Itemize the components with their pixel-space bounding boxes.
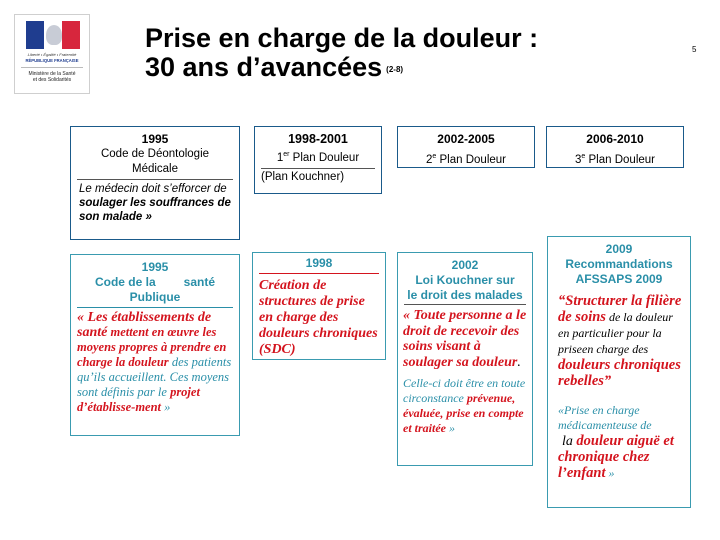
box-heading: Loi Kouchner sur — [415, 273, 515, 287]
french-flag-icon — [26, 21, 80, 49]
slide-title — [145, 24, 538, 82]
box-2009-afssaps — [547, 236, 691, 508]
box-2006-2010-plan — [546, 126, 684, 168]
box-2002-kouchner-law — [397, 252, 533, 466]
box-heading: Code de la santé — [94, 275, 216, 289]
box-2002-2005-plan — [397, 126, 535, 168]
logo-ministry: Ministère de la Santé et des Solidarités — [28, 71, 76, 83]
box-1995-deontology — [70, 126, 240, 240]
divider — [259, 273, 379, 274]
year-label: 1995 — [141, 132, 169, 146]
box-heading: le droit des malades — [407, 288, 523, 302]
year-label: 1998 — [305, 256, 333, 270]
year-label: 1995 — [141, 260, 169, 274]
box-heading: Code de Déontologie — [100, 148, 210, 160]
box-heading: Publique — [129, 290, 181, 304]
box-body: «Prise en charge médicamenteuse de la douleur aiguë et chronique chez l’enfant » — [558, 403, 674, 481]
plan-label: 3e Plan Douleur — [575, 153, 655, 166]
title-line-1: Prise en charge de la douleur : — [145, 23, 539, 53]
plan-label: 1er Plan Douleur — [276, 151, 360, 164]
box-body: “Structurer la filière de soins de la douleur en particulier pour la priseen charge des douleurs chroniques rebelles” — [558, 293, 682, 389]
box-body: « Les établissements de santé mettent en œuvre les moyens propres à prendre en charge la douleur des patients qu’ils accueillent. Ces moyens sont définis par le projet d’établisse-ment » — [77, 310, 232, 414]
title-line-2: 30 ans d’avancées — [145, 52, 383, 82]
box-heading: Médicale — [131, 163, 179, 175]
divider — [261, 168, 375, 169]
year-label: 2009 — [605, 242, 633, 256]
box-body: Le médecin doit s’efforcer de soulager les souffrances de son malade » — [79, 183, 231, 223]
box-heading: Recommandations — [565, 257, 673, 271]
page-number: 5 — [692, 45, 697, 54]
logo-motto: Liberté • Égalité • Fraternité — [27, 52, 77, 57]
plan-label: 2e Plan Douleur — [426, 153, 506, 166]
box-1998-sdc — [252, 252, 386, 360]
divider — [77, 307, 233, 308]
year-label: 2006-2010 — [586, 132, 644, 146]
box-body: Celle-ci doit être en toute circonstance prévenue, évaluée, prise en compte et traitée » — [403, 376, 526, 435]
year-label: 2002 — [451, 258, 479, 272]
box-1995-public-health-code — [70, 254, 240, 436]
logo-divider — [21, 67, 83, 68]
box-1998-2001-plan — [254, 126, 382, 194]
plan-note: (Plan Kouchner) — [261, 170, 345, 183]
title-reference: (2-8) — [386, 65, 404, 74]
box-body: « Toute personne a le droit de recevoir des soins visant à soulager sa douleur. — [403, 308, 527, 370]
logo-republic: RÉPUBLIQUE FRANÇAISE — [25, 58, 79, 63]
year-label: 2002-2005 — [437, 132, 495, 146]
box-body: Création de structures de prise en charge des douleurs chroniques (SDC) — [259, 278, 378, 357]
year-label: 1998-2001 — [288, 132, 348, 146]
box-heading: AFSSAPS 2009 — [575, 272, 663, 286]
government-logo — [14, 14, 90, 94]
divider — [404, 304, 526, 305]
marianne-icon — [46, 25, 62, 45]
divider — [77, 179, 233, 180]
